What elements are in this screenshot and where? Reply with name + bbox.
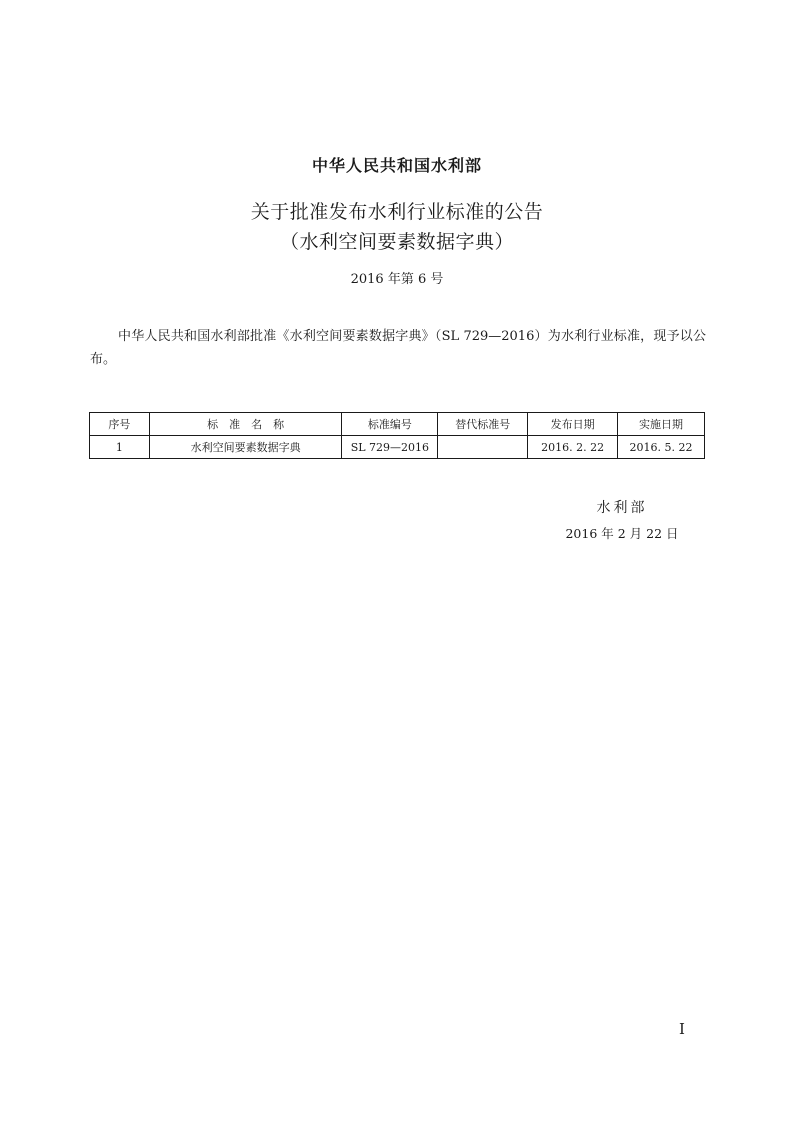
announcement-body: 中华人民共和国水利部批准《水利空间要素数据字典》（SL 729—2016）为水利行业标准，现予以公布。: [90, 329, 706, 367]
col-header-replaced-code: 替代标准号: [438, 413, 528, 436]
signature-date: 2016 年 2 月 22 日: [565, 526, 679, 541]
cell-replaced-code: [438, 436, 528, 459]
cell-effective-date: 2016. 5. 22: [618, 436, 705, 459]
cell-release-date: 2016. 2. 22: [528, 436, 618, 459]
col-header-effective-date: 实施日期: [618, 413, 705, 436]
table-header-row: [90, 413, 705, 436]
issuing-ministry: 中华人民共和国水利部: [311, 156, 482, 175]
col-header-release-date: 发布日期: [528, 413, 618, 436]
cell-standard-name: 水利空间要素数据字典: [149, 436, 342, 459]
table-row: [90, 436, 705, 459]
cell-standard-code: SL 729—2016: [342, 436, 438, 459]
announcement-title: 关于批准发布水利行业标准的公告: [250, 201, 544, 223]
cell-serial: 1: [90, 436, 150, 459]
col-header-serial: 序号: [90, 413, 150, 436]
document-number: 2016 年第 6 号: [350, 272, 444, 287]
standards-table: [89, 412, 705, 459]
signature-organization: 水利部: [596, 500, 648, 516]
col-header-standard-name: 标 准 名 称: [149, 413, 342, 436]
page-number: I: [679, 1020, 685, 1038]
col-header-standard-code: 标准编号: [342, 413, 438, 436]
announcement-subtitle: （水利空间要素数据字典）: [279, 231, 514, 253]
